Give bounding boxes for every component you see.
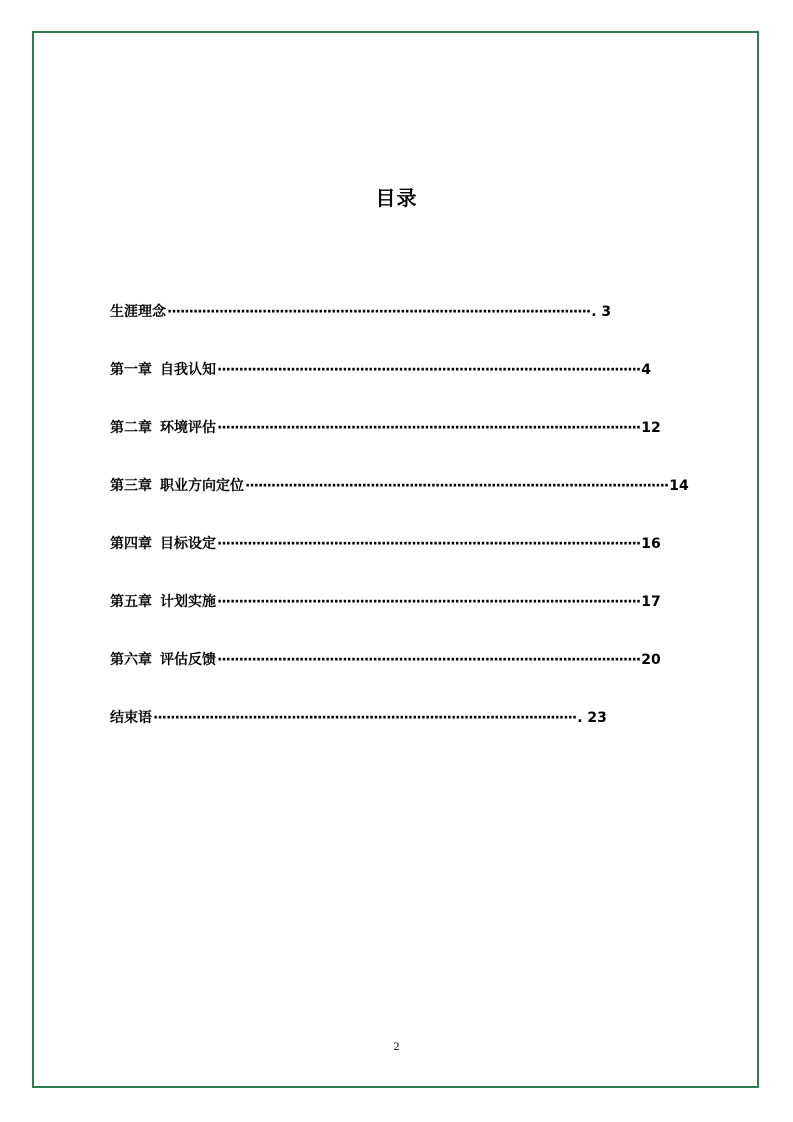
toc-entry-title: 自我认知 (160, 362, 216, 378)
toc-entry-title: 职业方向定位 (160, 478, 244, 494)
table-of-contents (110, 301, 689, 765)
toc-entry-title: 生涯理念 (110, 304, 166, 320)
toc-entry-page: . 3 (591, 304, 612, 320)
toc-entry-title: 目标设定 (160, 536, 216, 552)
toc-entry-chapter: 第二章 (110, 420, 152, 436)
toc-entry-chapter: 第三章 (110, 478, 152, 494)
toc-entry-title: 环境评估 (160, 420, 216, 436)
toc-entry-chapter-2[interactable] (110, 417, 661, 441)
toc-entry-page: 12 (641, 420, 661, 436)
page-title: 目录 (375, 186, 418, 210)
page-number: 2 (393, 1039, 400, 1053)
toc-entry-chapter-6[interactable] (110, 649, 661, 673)
toc-entry-philosophy[interactable] (110, 301, 612, 325)
toc-entry-conclusion[interactable] (110, 707, 607, 731)
toc-dot-leader: ·································································································· (153, 710, 577, 726)
toc-entry-chapter: 第六章 (110, 652, 152, 668)
toc-entry-chapter-1[interactable] (110, 359, 651, 383)
toc-entry-chapter-3[interactable] (110, 475, 689, 499)
toc-entry-title: 结束语 (110, 710, 152, 726)
toc-entry-page: 20 (641, 652, 661, 668)
toc-entry-page: 14 (669, 478, 689, 494)
toc-entry-chapter-4[interactable] (110, 533, 661, 557)
toc-dot-leader: ·································································································· (217, 652, 641, 668)
toc-entry-title: 计划实施 (160, 594, 216, 610)
toc-entry-chapter: 第五章 (110, 594, 152, 610)
toc-dot-leader: ·································································································· (217, 420, 641, 436)
toc-entry-page: . 23 (577, 710, 607, 726)
toc-dot-leader: ·································································································· (217, 594, 641, 610)
toc-dot-leader: ·································································································· (245, 478, 669, 494)
toc-dot-leader: ·································································································· (217, 536, 641, 552)
toc-entry-chapter-5[interactable] (110, 591, 661, 615)
toc-dot-leader: ·································································································· (167, 304, 591, 320)
toc-entry-page: 16 (641, 536, 661, 552)
toc-entry-page: 4 (641, 362, 651, 378)
toc-entry-chapter: 第四章 (110, 536, 152, 552)
toc-dot-leader: ·································································································· (217, 362, 641, 378)
toc-entry-chapter: 第一章 (110, 362, 152, 378)
toc-entry-page: 17 (641, 594, 661, 610)
toc-entry-title: 评估反馈 (160, 652, 216, 668)
